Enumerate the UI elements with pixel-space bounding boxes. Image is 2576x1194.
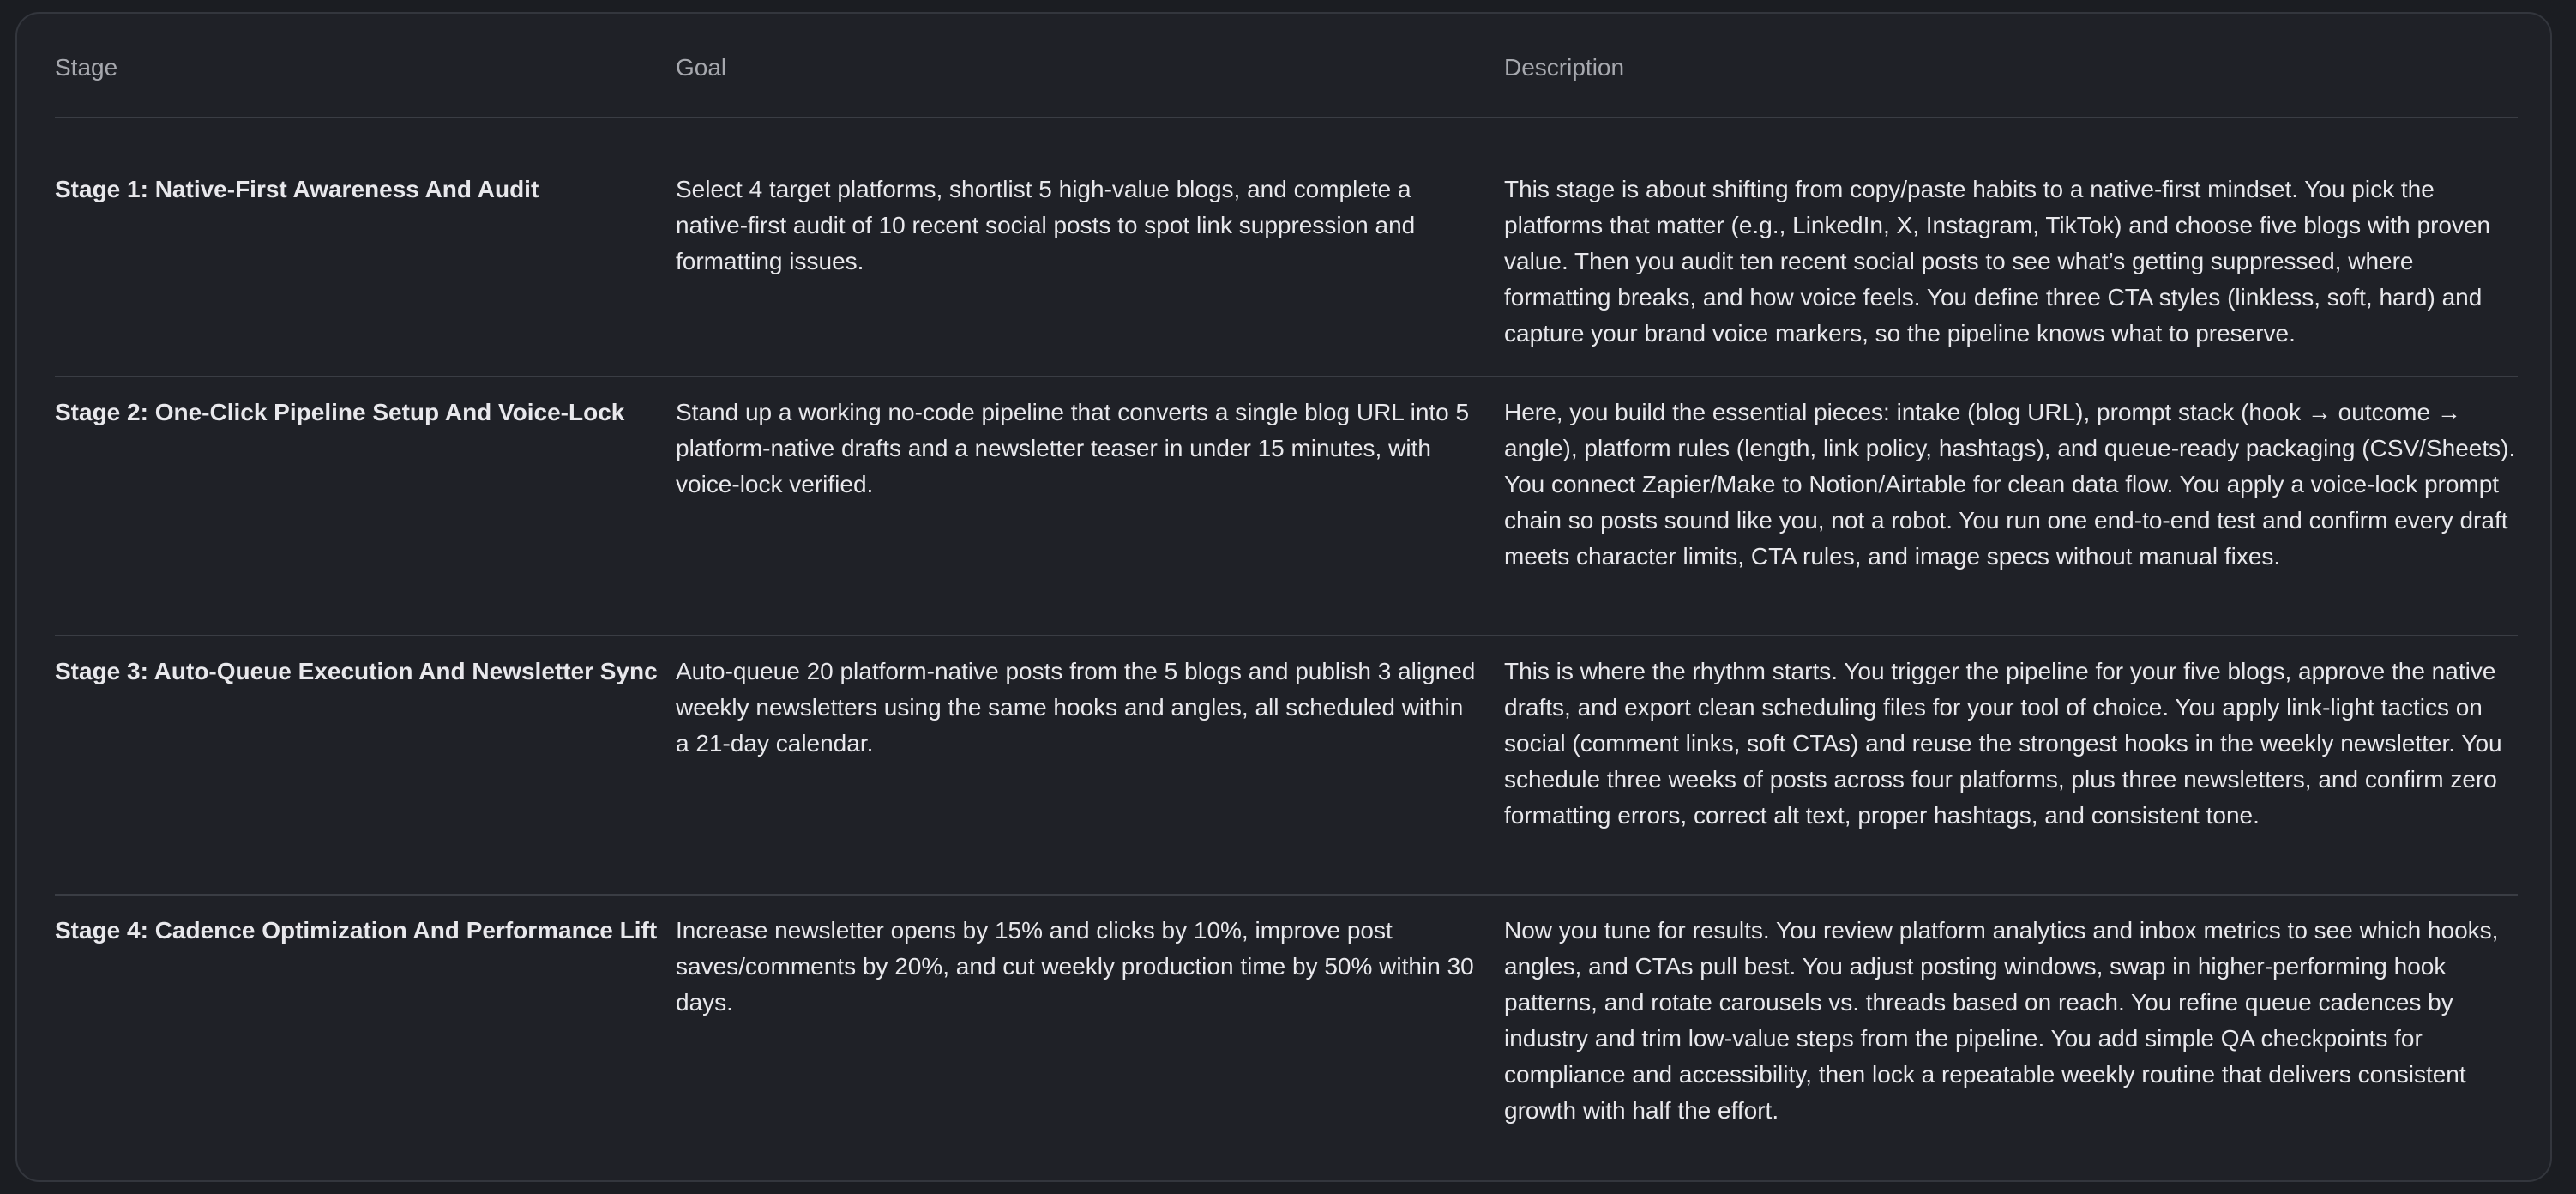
stages-table (55, 14, 2518, 1161)
table-row (55, 118, 2518, 377)
header-description: Description (1504, 54, 1625, 81)
header-stage: Stage (55, 54, 118, 81)
stage-cell: Stage 1: Native-First Awareness And Audit (55, 176, 539, 202)
goal-cell: Auto-queue 20 platform-native posts from the 5 blogs and publish 3 aligned weekly newsletters using the same hooks and angles, all scheduled within a 21-day calendar. (676, 658, 1476, 757)
table-row (55, 896, 2518, 1161)
description-cell: Here, you build the essential pieces: intake (blog URL), prompt stack (hook → outcome → angle), platform rules (length, link policy, hashtags), and queue-ready packaging (CSV/Sheets). You connect Zapier/Make to Notion/Airtable for clean data flow. You apply a voice-lock prompt chain so posts sound like you, not a robot. You run one end-to-end test and confirm every draft meets character limits, CTA rules, and image specs without manual fixes. (1504, 399, 2516, 570)
description-cell: This stage is about shifting from copy/paste habits to a native-first mindset. You pick the platforms that matter (e.g., LinkedIn, X, Instagram, TikTok) and choose five blogs with proven value. Then you audit ten recent social posts to see what’s getting suppressed, where formatting breaks, and how voice feels. You define three CTA styles (linkless, soft, hard) and capture your brand voice markers, so the pipeline knows what to preserve. (1504, 176, 2491, 347)
description-cell: Now you tune for results. You review platform analytics and inbox metrics to see which hooks, angles, and CTAs pull best. You adjust posting windows, swap in higher-performing hook patterns, and rotate carousels vs. threads based on reach. You refine queue cadences by industry and trim low-value steps from the pipeline. You add simple QA checkpoints for compliance and accessibility, then lock a repeatable weekly routine that delivers consistent growth with half the effort. (1504, 917, 2499, 1124)
stage-cell: Stage 2: One-Click Pipeline Setup And Voice-Lock (55, 399, 625, 425)
table-header (55, 14, 2518, 118)
table-row (55, 377, 2518, 636)
goal-cell: Stand up a working no-code pipeline that converts a single blog URL into 5 platform-native drafts and a newsletter teaser in under 15 minutes, with voice-lock verified. (676, 399, 1470, 498)
header-goal: Goal (676, 54, 727, 81)
goal-cell: Select 4 target platforms, shortlist 5 high-value blogs, and complete a native-first audit of 10 recent social posts to spot link suppression and formatting issues. (676, 176, 1416, 274)
goal-cell: Increase newsletter opens by 15% and clicks by 10%, improve post saves/comments by 20%, and cut weekly production time by 50% within 30 days. (676, 917, 1474, 1016)
stage-cell: Stage 3: Auto-Queue Execution And Newsletter Sync (55, 658, 658, 684)
table-row (55, 636, 2518, 896)
description-cell: This is where the rhythm starts. You trigger the pipeline for your five blogs, approve the native drafts, and export clean scheduling files for your tool of choice. You apply link-light tactics on social (comment links, soft CTAs) and reuse the strongest hooks in the weekly newsletter. You schedule three weeks of posts across four platforms, plus three newsletters, and confirm zero formatting errors, correct alt text, proper hashtags, and consistent tone. (1504, 658, 2502, 829)
stage-cell: Stage 4: Cadence Optimization And Performance Lift (55, 917, 658, 944)
stages-table-card (15, 12, 2552, 1182)
